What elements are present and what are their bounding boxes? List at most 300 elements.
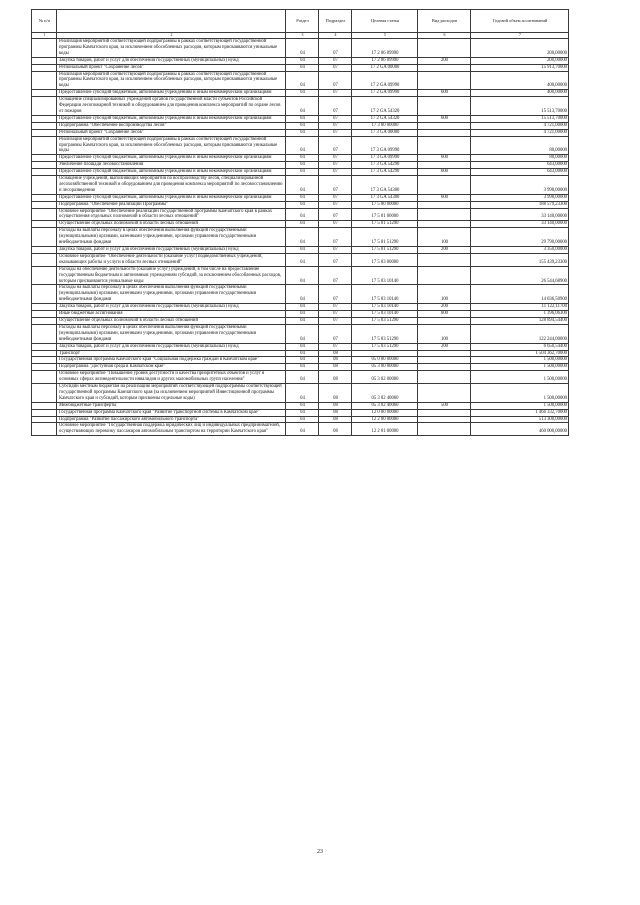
- row-target-article-cell: 17 5 01 51290: [352, 247, 418, 254]
- row-subsection-cell: 08: [319, 357, 352, 364]
- row-number-cell: [32, 317, 57, 324]
- row-subsection-cell: 07: [319, 71, 352, 90]
- row-section-cell: 04: [286, 90, 319, 97]
- row-name-cell: Предоставление субсидий бюджетным, автономным учреждениям и иным некоммерческим организациям: [57, 155, 286, 162]
- row-expense-type-cell: 600: [418, 194, 471, 201]
- row-number-cell: [32, 409, 57, 416]
- row-amount-cell: 1 500,00000: [471, 402, 569, 409]
- row-target-article-cell: 17 2 GA 09990: [352, 90, 418, 97]
- row-target-article-cell: 17 2 GA 54320: [352, 97, 418, 116]
- row-subsection-cell: 07: [319, 57, 352, 64]
- row-section-cell: 04: [286, 253, 319, 266]
- row-expense-type-cell: [418, 317, 471, 324]
- row-name-cell: Подпрограмма "Доступная среда в Камчатском крае": [57, 364, 286, 371]
- row-subsection-cell: 07: [319, 343, 352, 350]
- row-subsection-cell: 07: [319, 285, 352, 304]
- row-name-cell: Предоставление субсидий бюджетным, автономным учреждениям и иным некоммерческим организациям: [57, 194, 286, 201]
- row-section-cell: 04: [286, 155, 319, 162]
- row-number-cell: [32, 162, 57, 169]
- row-section-cell: 04: [286, 402, 319, 409]
- row-expense-type-cell: [418, 357, 471, 364]
- row-name-cell: Осуществление отдельных полномочий в области лесных отношений: [57, 221, 286, 228]
- row-name-cell: Предоставление субсидий бюджетным, автономным учреждениям и иным некоммерческим организациям: [57, 115, 286, 122]
- table-row: [32, 253, 569, 266]
- table-row: [32, 162, 569, 169]
- row-expense-type-cell: [418, 162, 471, 169]
- row-target-article-cell: 05 0 00 00000: [352, 357, 418, 364]
- row-target-article-cell: 17 5 03 00000: [352, 253, 418, 266]
- row-expense-type-cell: 600: [418, 90, 471, 97]
- row-amount-cell: 3 350,00000: [471, 247, 569, 254]
- row-section-cell: 04: [286, 304, 319, 311]
- row-amount-cell: 4 721,00000: [471, 122, 569, 129]
- row-subsection-cell: 07: [319, 266, 352, 285]
- row-section-cell: 04: [286, 201, 319, 208]
- row-amount-cell: 11 122,11700: [471, 304, 569, 311]
- row-expense-type-cell: [418, 122, 471, 129]
- row-amount-cell: 1 500,00000: [471, 357, 569, 364]
- row-subsection-cell: 07: [319, 317, 352, 324]
- table-row: [32, 266, 569, 285]
- row-expense-type-cell: 500: [418, 402, 471, 409]
- row-section-cell: 04: [286, 129, 319, 136]
- row-name-cell: Государственная программа Камчатского края "Развитие транспортной системы в Камчатском крае": [57, 409, 286, 416]
- row-section-cell: 04: [286, 324, 319, 343]
- row-number-cell: [32, 423, 57, 436]
- row-amount-cell: 155 439,23300: [471, 253, 569, 266]
- row-number-cell: [32, 253, 57, 266]
- row-number-cell: [32, 304, 57, 311]
- row-amount-cell: 33 140,00000: [471, 221, 569, 228]
- row-expense-type-cell: [418, 129, 471, 136]
- row-expense-type-cell: [418, 409, 471, 416]
- row-number-cell: [32, 201, 57, 208]
- column-number: 4: [319, 33, 352, 39]
- row-name-cell: Реализация мероприятий соответствующей подпрограммы в рамках соответствующей государственной программы Камчатского края, за исключением обособленных расходов, которым присваиваются уникальные коды: [57, 71, 286, 90]
- row-number-cell: [32, 155, 57, 162]
- row-expense-type-cell: [418, 39, 471, 58]
- row-amount-cell: 188 579,23300: [471, 201, 569, 208]
- row-expense-type-cell: [418, 253, 471, 266]
- table-row: [32, 357, 569, 364]
- row-amount-cell: 80,00000: [471, 136, 569, 155]
- table-row: [32, 384, 569, 403]
- row-number-cell: [32, 221, 57, 228]
- row-name-cell: Региональный проект "Сохранение лесов": [57, 64, 286, 71]
- table-row: [32, 350, 569, 357]
- row-expense-type-cell: 200: [418, 304, 471, 311]
- row-number-cell: [32, 266, 57, 285]
- table-row: [32, 64, 569, 71]
- row-amount-cell: 1 500,00000: [471, 371, 569, 384]
- row-number-cell: [32, 285, 57, 304]
- table-row: [32, 122, 569, 129]
- row-subsection-cell: 07: [319, 64, 352, 71]
- row-section-cell: 04: [286, 343, 319, 350]
- row-section-cell: 04: [286, 384, 319, 403]
- row-expense-type-cell: [418, 136, 471, 155]
- row-amount-cell: 26 544,68900: [471, 266, 569, 285]
- table-row: [32, 57, 569, 64]
- table-row: [32, 285, 569, 304]
- row-expense-type-cell: [418, 416, 471, 423]
- row-number-cell: [32, 115, 57, 122]
- row-subsection-cell: 07: [319, 176, 352, 195]
- row-target-article-cell: 17 2 06 09990: [352, 39, 418, 58]
- row-number-cell: [32, 97, 57, 116]
- row-expense-type-cell: 100: [418, 285, 471, 304]
- row-amount-cell: 14 036,50900: [471, 285, 569, 304]
- row-amount-cell: 80,00000: [471, 155, 569, 162]
- table-row: [32, 155, 569, 162]
- header-target-article: Целевая статья: [352, 10, 418, 33]
- row-subsection-cell: 07: [319, 169, 352, 176]
- table-row: [32, 402, 569, 409]
- row-number-cell: [32, 384, 57, 403]
- row-subsection-cell: 07: [319, 155, 352, 162]
- row-amount-cell: 200,00000: [471, 39, 569, 58]
- row-name-cell: Оснащение специализированных учреждений органов государственной власти субъектов Российской Федерации лесопожарной техникой и оборудованием для проведения комплекса мероприятий по охране лесов от пожаров: [57, 97, 286, 116]
- row-target-article-cell: 05 3 02 40060: [352, 402, 418, 409]
- row-name-cell: Транспорт: [57, 350, 286, 357]
- row-number-cell: [32, 228, 57, 247]
- row-number-cell: [32, 194, 57, 201]
- row-section-cell: 04: [286, 97, 319, 116]
- row-name-cell: Осуществление отдельных полномочий в области лесных отношений: [57, 317, 286, 324]
- row-amount-cell: 1 466 332,70000: [471, 409, 569, 416]
- table-row: [32, 176, 569, 195]
- row-name-cell: Оснащение учреждений, выполняющих мероприятия по воспроизводству лесов, специализированной лесохозяйственной техникой и оборудованием для проведения комплекса мероприятий по лесовосстановлению и лесоразведению: [57, 176, 286, 195]
- row-subsection-cell: 07: [319, 90, 352, 97]
- table-row: [32, 409, 569, 416]
- row-section-cell: 04: [286, 122, 319, 129]
- row-amount-cell: 6 650,54400: [471, 343, 569, 350]
- row-section-cell: 04: [286, 247, 319, 254]
- table-row: [32, 201, 569, 208]
- row-subsection-cell: 08: [319, 402, 352, 409]
- row-section-cell: 04: [286, 285, 319, 304]
- row-expense-type-cell: 100: [418, 324, 471, 343]
- row-number-cell: [32, 136, 57, 155]
- row-expense-type-cell: [418, 97, 471, 116]
- row-number-cell: [32, 357, 57, 364]
- row-section-cell: 04: [286, 115, 319, 122]
- row-section-cell: 04: [286, 194, 319, 201]
- row-subsection-cell: 07: [319, 324, 352, 343]
- row-amount-cell: 643,00000: [471, 162, 569, 169]
- row-expense-type-cell: [418, 423, 471, 436]
- row-target-article-cell: 12 2 00 00000: [352, 416, 418, 423]
- row-target-article-cell: 17 3 GA 09990: [352, 155, 418, 162]
- row-expense-type-cell: [418, 221, 471, 228]
- row-number-cell: [32, 343, 57, 350]
- row-target-article-cell: 17 3 GA 54300: [352, 176, 418, 195]
- table-body: [32, 33, 569, 436]
- row-name-cell: Подпрограмма "Обеспечение реализации Программы": [57, 201, 286, 208]
- row-name-cell: Расходы на выплаты персоналу в целях обеспечения выполнения функций государственными (муниципальными) органами, казенными учреждениями, органами управления государственными внебюджетными фондами: [57, 324, 286, 343]
- row-number-cell: [32, 402, 57, 409]
- row-number-cell: [32, 416, 57, 423]
- row-target-article-cell: 17 5 03 10140: [352, 304, 418, 311]
- row-target-article-cell: 17 5 03 10140: [352, 311, 418, 318]
- row-number-cell: [32, 324, 57, 343]
- row-target-article-cell: 17 3 GA 54300: [352, 194, 418, 201]
- row-section-cell: 04: [286, 371, 319, 384]
- row-name-cell: Реализация мероприятий соответствующей подпрограммы в рамках соответствующей государственной программы Камчатского края, за исключением обособленных расходов, которым присваиваются уникальные коды: [57, 136, 286, 155]
- table-row: [32, 221, 569, 228]
- row-section-cell: 04: [286, 162, 319, 169]
- row-amount-cell: 29 790,00000: [471, 228, 569, 247]
- row-section-cell: 04: [286, 357, 319, 364]
- table-row: [32, 364, 569, 371]
- header-subsection: Подраздел: [319, 10, 352, 33]
- row-target-article-cell: 17 2 06 09990: [352, 57, 418, 64]
- row-name-cell: Межбюджетные трансферты: [57, 402, 286, 409]
- header-expense-type: Вид расходов: [418, 10, 471, 33]
- row-name-cell: Основное мероприятие "Государственная поддержка юридических лиц и индивидуальных предпринимателей, осуществляющих перевозку пассажиров автомобильным транспортом на территории Камчатского края": [57, 423, 286, 436]
- row-subsection-cell: 08: [319, 409, 352, 416]
- row-expense-type-cell: 200: [418, 343, 471, 350]
- row-section-cell: 04: [286, 176, 319, 195]
- row-target-article-cell: 17 5 01 51290: [352, 228, 418, 247]
- row-amount-cell: 460 000,00000: [471, 423, 569, 436]
- row-expense-type-cell: [418, 176, 471, 195]
- table-row: [32, 343, 569, 350]
- row-expense-type-cell: [418, 71, 471, 90]
- row-section-cell: 04: [286, 317, 319, 324]
- row-target-article-cell: 17 5 03 51290: [352, 317, 418, 324]
- row-name-cell: Предоставление субсидий бюджетным, автономным учреждениям и иным некоммерческим организациям: [57, 90, 286, 97]
- row-section-cell: 04: [286, 208, 319, 221]
- row-number-cell: [32, 371, 57, 384]
- row-expense-type-cell: 600: [418, 155, 471, 162]
- row-subsection-cell: 07: [319, 97, 352, 116]
- row-subsection-cell: 07: [319, 39, 352, 58]
- row-number-cell: [32, 90, 57, 97]
- row-section-cell: 04: [286, 57, 319, 64]
- row-name-cell: Расходы на выплаты персоналу в целях обеспечения выполнения функций государственными (муниципальными) органами, казенными учреждениями, органами управления государственными внебюджетными фондами: [57, 228, 286, 247]
- row-number-cell: [32, 247, 57, 254]
- row-expense-type-cell: [418, 371, 471, 384]
- table-row: [32, 416, 569, 423]
- row-amount-cell: 3 998,00000: [471, 176, 569, 195]
- table-row: [32, 97, 569, 116]
- row-name-cell: Закупка товаров, работ и услуг для обеспечения государственных (муниципальных) нужд: [57, 304, 286, 311]
- row-section-cell: 04: [286, 311, 319, 318]
- row-number-cell: [32, 208, 57, 221]
- row-number-cell: [32, 122, 57, 129]
- row-target-article-cell: 17 3 GA 00000: [352, 129, 418, 136]
- row-name-cell: Подпрограмма "Обеспечение воспроизводства лесов": [57, 122, 286, 129]
- column-number: 3: [286, 33, 319, 39]
- header-row: [32, 10, 569, 33]
- row-section-cell: 04: [286, 364, 319, 371]
- table-row: [32, 304, 569, 311]
- row-expense-type-cell: 100: [418, 228, 471, 247]
- row-target-article-cell: 17 5 00 00000: [352, 201, 418, 208]
- row-number-cell: [32, 350, 57, 357]
- row-target-article-cell: 17 5 03 51290: [352, 324, 418, 343]
- table-row: [32, 324, 569, 343]
- table-row: [32, 317, 569, 324]
- table-row: [32, 194, 569, 201]
- row-name-cell: Увеличение площади лесовосстановления: [57, 162, 286, 169]
- row-amount-cell: 122 244,00000: [471, 324, 569, 343]
- row-target-article-cell: 12 2 01 00000: [352, 423, 418, 436]
- row-number-cell: [32, 71, 57, 90]
- row-target-article-cell: 17 2 GA 00000: [352, 64, 418, 71]
- row-expense-type-cell: 200: [418, 57, 471, 64]
- row-amount-cell: 15 513,70000: [471, 115, 569, 122]
- column-number: 6: [418, 33, 471, 39]
- row-subsection-cell: 07: [319, 247, 352, 254]
- row-subsection-cell: 07: [319, 194, 352, 201]
- table-row: [32, 71, 569, 90]
- row-target-article-cell: 05 3 02 00000: [352, 371, 418, 384]
- table-row: [32, 39, 569, 58]
- header-amount: Годовой объем ассигнований: [471, 10, 569, 33]
- table-row: [32, 129, 569, 136]
- row-name-cell: Иные бюджетные ассигнования: [57, 311, 286, 318]
- row-number-cell: [32, 364, 57, 371]
- row-expense-type-cell: [418, 384, 471, 403]
- row-subsection-cell: 08: [319, 350, 352, 357]
- row-subsection-cell: 07: [319, 228, 352, 247]
- row-section-cell: 04: [286, 350, 319, 357]
- row-target-article-cell: 17 2 GA 54320: [352, 115, 418, 122]
- table-row: [32, 228, 569, 247]
- row-expense-type-cell: 600: [418, 115, 471, 122]
- column-number: 7: [471, 33, 569, 39]
- row-section-cell: 04: [286, 409, 319, 416]
- row-target-article-cell: 17 3 00 00000: [352, 122, 418, 129]
- budget-table: [31, 9, 569, 436]
- row-amount-cell: 1 500,00000: [471, 384, 569, 403]
- row-amount-cell: 400,00000: [471, 90, 569, 97]
- row-subsection-cell: 07: [319, 253, 352, 266]
- row-expense-type-cell: [418, 350, 471, 357]
- row-amount-cell: 15 913,70000: [471, 64, 569, 71]
- table-row: [32, 90, 569, 97]
- row-number-cell: [32, 129, 57, 136]
- row-target-article-cell: 17 5 03 51290: [352, 343, 418, 350]
- row-amount-cell: 643,00000: [471, 169, 569, 176]
- header-name: [57, 10, 286, 33]
- row-target-article-cell: 17 3 GA 54290: [352, 169, 418, 176]
- row-target-article-cell: 05 3 02 40060: [352, 384, 418, 403]
- row-expense-type-cell: 200: [418, 247, 471, 254]
- row-expense-type-cell: [418, 201, 471, 208]
- row-amount-cell: 1 500,00000: [471, 364, 569, 371]
- row-amount-cell: 513 300,00000: [471, 416, 569, 423]
- row-subsection-cell: 07: [319, 304, 352, 311]
- row-number-cell: [32, 57, 57, 64]
- row-section-cell: 04: [286, 228, 319, 247]
- row-amount-cell: 200,00000: [471, 57, 569, 64]
- row-target-article-cell: 17 5 01 51290: [352, 221, 418, 228]
- row-expense-type-cell: [418, 266, 471, 285]
- budget-sheet: [31, 9, 568, 436]
- row-name-cell: Государственная программа Камчатского края "Социальная поддержка граждан в Камчатском крае": [57, 357, 286, 364]
- row-target-article-cell: 17 5 03 10140: [352, 285, 418, 304]
- table-row: [32, 208, 569, 221]
- row-target-article-cell: 17 3 GA 54290: [352, 162, 418, 169]
- row-expense-type-cell: 800: [418, 311, 471, 318]
- row-amount-cell: 128 894,54400: [471, 317, 569, 324]
- row-subsection-cell: 08: [319, 364, 352, 371]
- row-expense-type-cell: [418, 364, 471, 371]
- column-number: 5: [352, 33, 418, 39]
- header-num: № п/п: [32, 10, 57, 33]
- row-subsection-cell: 07: [319, 115, 352, 122]
- row-name-cell: Расходы на обеспечение деятельности (оказание услуг) учреждений, в том числе на предоставление государственным бюджетным и автономным учреждениям субсидий, за исключением обособленных расходов, которым присваиваются уникальные коды: [57, 266, 286, 285]
- row-name-cell: Закупка товаров, работ и услуг для обеспечения государственных (муниципальных) нужд: [57, 343, 286, 350]
- table-row: [32, 136, 569, 155]
- row-name-cell: Закупка товаров, работ и услуг для обеспечения государственных (муниципальных) нужд: [57, 57, 286, 64]
- row-section-cell: 04: [286, 416, 319, 423]
- page-number: 23: [317, 849, 323, 855]
- row-subsection-cell: 07: [319, 208, 352, 221]
- row-amount-cell: 3 998,00000: [471, 194, 569, 201]
- row-name-cell: Основное мероприятие "Повышение уровня доступности и качества приоритетных объектов и услуг в основных сферах жизнедеятельности инвалидов и других маломобильных групп населения": [57, 371, 286, 384]
- row-subsection-cell: 08: [319, 371, 352, 384]
- row-section-cell: 04: [286, 136, 319, 155]
- row-amount-cell: 1 504 362,70000: [471, 350, 569, 357]
- row-name-cell: Субсидии местным бюджетам на реализацию мероприятий соответствующей подпрограммы соответствующей государственной программы Камчатского края (за исключением мероприятий Инвестиционной программы Камчатского края и субсидий, которым присвоены отдельные коды): [57, 384, 286, 403]
- row-name-cell: Основное мероприятие "Обеспечение деятельности (оказание услуг) подведомственных учреждений, оказывающих работы и услуги в области лесных отношений": [57, 253, 286, 266]
- row-target-article-cell: 17 5 03 10140: [352, 266, 418, 285]
- row-section-cell: 04: [286, 169, 319, 176]
- row-section-cell: 04: [286, 39, 319, 58]
- row-subsection-cell: 08: [319, 384, 352, 403]
- row-subsection-cell: 08: [319, 423, 352, 436]
- column-number: 2: [57, 33, 286, 39]
- row-name-cell: Расходы на выплаты персоналу в целях обеспечения выполнения функций государственными (муниципальными) органами, казенными учреждениями, органами управления государственными внебюджетными фондами: [57, 285, 286, 304]
- row-number-cell: [32, 176, 57, 195]
- row-target-article-cell: 12 0 00 00000: [352, 409, 418, 416]
- column-number: 1: [32, 33, 57, 39]
- row-subsection-cell: 07: [319, 136, 352, 155]
- row-target-article-cell: [352, 350, 418, 357]
- row-amount-cell: 400,00000: [471, 71, 569, 90]
- row-expense-type-cell: [418, 64, 471, 71]
- row-subsection-cell: 07: [319, 129, 352, 136]
- row-amount-cell: 15 513,70000: [471, 97, 569, 116]
- row-section-cell: 04: [286, 221, 319, 228]
- row-name-cell: Реализация мероприятий соответствующей подпрограммы в рамках соответствующей государственной программы Камчатского края, за исключением обособленных расходов, которым присваиваются уникальные коды: [57, 39, 286, 58]
- table-row: [32, 115, 569, 122]
- row-section-cell: 04: [286, 71, 319, 90]
- row-name-cell: Предоставление субсидий бюджетным, автономным учреждениям и иным некоммерческим организациям: [57, 169, 286, 176]
- row-subsection-cell: 07: [319, 201, 352, 208]
- table-row: [32, 169, 569, 176]
- row-name-cell: Закупка товаров, работ и услуг для обеспечения государственных (муниципальных) нужд: [57, 247, 286, 254]
- table-row: [32, 247, 569, 254]
- row-target-article-cell: 05 3 00 00000: [352, 364, 418, 371]
- row-number-cell: [32, 311, 57, 318]
- row-name-cell: Региональный проект "Сохранение лесов": [57, 129, 286, 136]
- row-subsection-cell: 07: [319, 122, 352, 129]
- row-amount-cell: 33 140,00000: [471, 208, 569, 221]
- row-subsection-cell: 07: [319, 221, 352, 228]
- row-section-cell: 04: [286, 266, 319, 285]
- row-amount-cell: 1 396,06300: [471, 311, 569, 318]
- row-number-cell: [32, 169, 57, 176]
- row-name-cell: Подпрограмма "Развитие пассажирского автомобильного транспорта": [57, 416, 286, 423]
- row-expense-type-cell: 600: [418, 169, 471, 176]
- row-subsection-cell: 07: [319, 162, 352, 169]
- table-row: [32, 423, 569, 436]
